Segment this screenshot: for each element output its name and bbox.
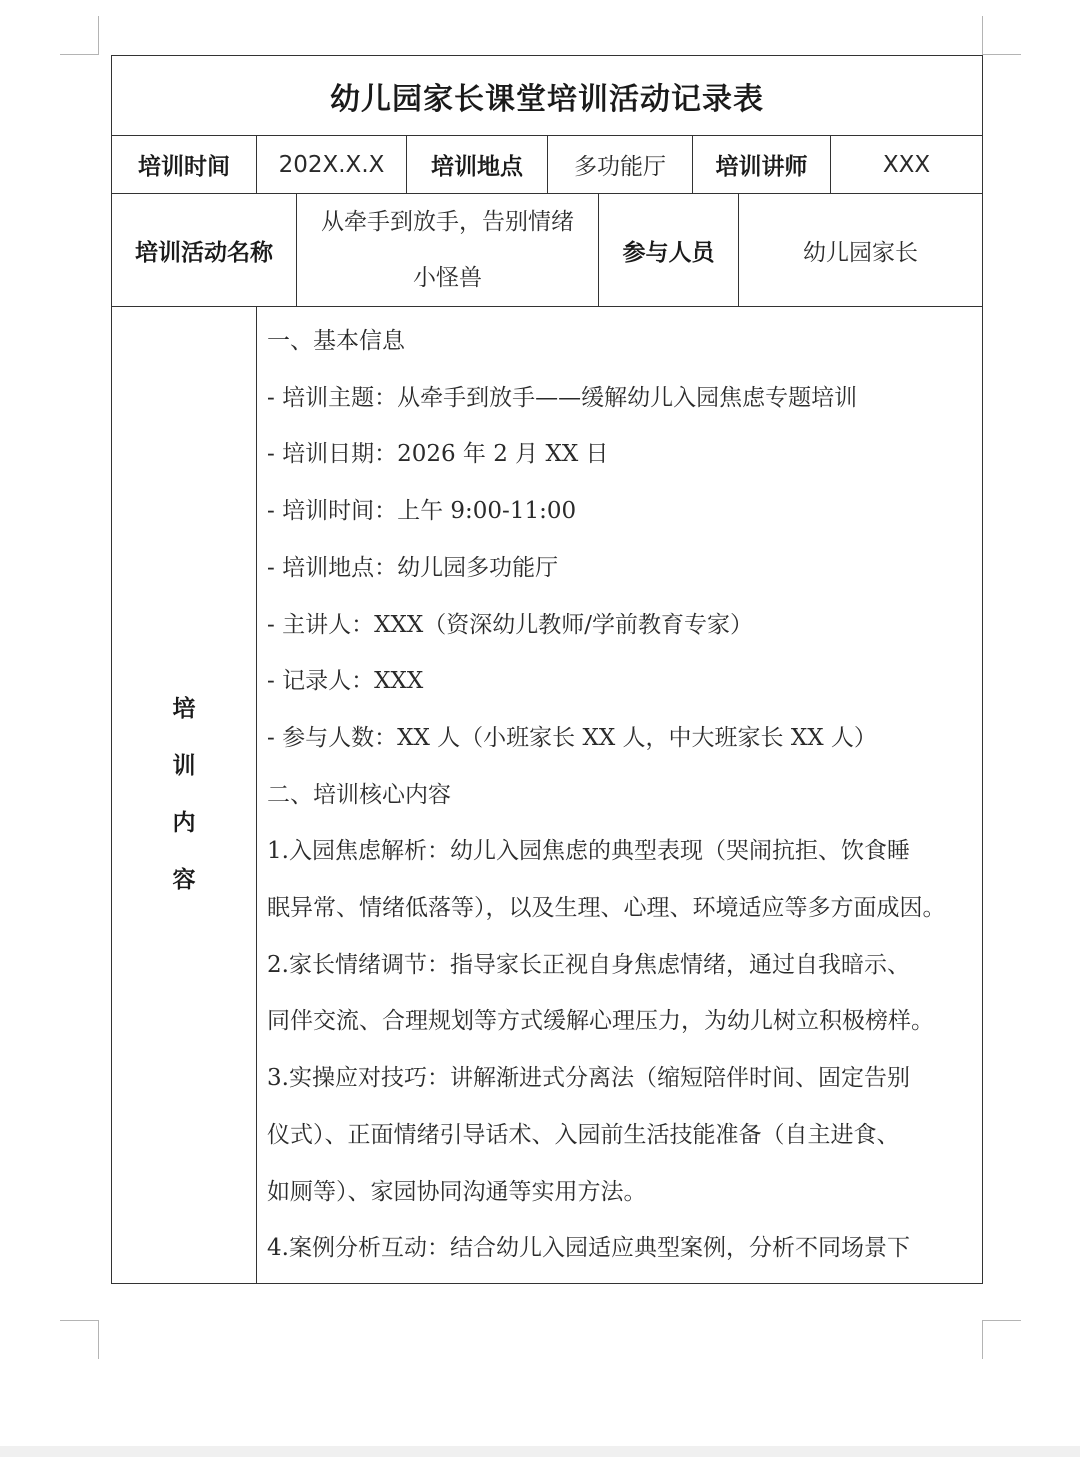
content-line: 3.实操应对技巧：讲解渐进式分离法（缩短陪伴时间、固定告别 — [267, 1065, 910, 1092]
table-title: 幼儿园家长课堂培训活动记录表 — [112, 56, 983, 136]
content-label-char: 培 — [172, 696, 196, 722]
content-line: - 培训时间：上午 9:00-11:00 — [267, 498, 577, 525]
training-place-value: 多功能厅 — [548, 136, 693, 194]
training-content-label — [112, 307, 257, 1284]
activity-name-label: 培训活动名称 — [112, 194, 297, 307]
bottom-strip — [0, 1446, 1080, 1457]
training-time-label: 培训时间 — [112, 136, 257, 194]
content-line: 二、培训核心内容 — [267, 781, 451, 808]
crop-mark-top-left — [60, 16, 99, 55]
content-line: 2.家长情绪调节：指导家长正视自身焦虑情绪，通过自我暗示、 — [267, 951, 910, 978]
content-line: 4.案例分析互动：结合幼儿入园适应典型案例，分析不同场景下 — [267, 1235, 910, 1262]
training-content-body — [257, 307, 983, 1284]
content-line: 同伴交流、合理规划等方式缓解心理压力，为幼儿树立积极榜样。 — [267, 1008, 934, 1035]
activity-name-value — [297, 194, 599, 307]
content-line: 一、基本信息 — [267, 328, 405, 354]
content-label-char: 容 — [172, 867, 196, 893]
participants-label: 参与人员 — [599, 194, 739, 307]
content-line: - 培训日期：2026 年 2 月 XX 日 — [267, 441, 609, 468]
crop-mark-top-right — [982, 16, 1021, 55]
training-time-value: 202X.X.X — [257, 136, 407, 194]
activity-name-line1: 从牵手到放手，告别情绪 — [321, 209, 574, 235]
participants-value: 幼儿园家长 — [739, 194, 983, 307]
content-line: 如厕等）、家园协同沟通等实用方法。 — [267, 1178, 647, 1205]
content-line: - 记录人：XXX — [267, 668, 424, 695]
activity-name-line2: 小怪兽 — [413, 265, 482, 291]
crop-mark-bottom-left — [60, 1320, 99, 1359]
crop-mark-bottom-right — [982, 1320, 1021, 1359]
training-lecturer-value: XXX — [831, 136, 983, 194]
content-line: - 主讲人：XXX（资深幼儿教师/学前教育专家） — [267, 611, 753, 638]
content-line: - 培训地点：幼儿园多功能厅 — [267, 554, 559, 581]
content-line: 眠异常、情绪低落等），以及生理、心理、环境适应等多方面成因。 — [267, 895, 946, 922]
content-label-char: 内 — [172, 810, 196, 836]
content-line: 1.入园焦虑解析：幼儿入园焦虑的典型表现（哭闹抗拒、饮食睡 — [267, 838, 910, 865]
training-record-table — [111, 55, 983, 1284]
content-label-char: 训 — [172, 753, 196, 779]
training-place-label: 培训地点 — [407, 136, 548, 194]
content-line: - 培训主题：从牵手到放手——缓解幼儿入园焦虑专题培训 — [267, 384, 858, 411]
content-line: 仪式）、正面情绪引导话术、入园前生活技能准备（自主进食、 — [267, 1121, 900, 1148]
training-lecturer-label: 培训讲师 — [693, 136, 831, 194]
content-line: - 参与人数：XX 人（小班家长 XX 人，中大班家长 XX 人） — [267, 724, 877, 751]
content-text — [257, 307, 982, 1277]
